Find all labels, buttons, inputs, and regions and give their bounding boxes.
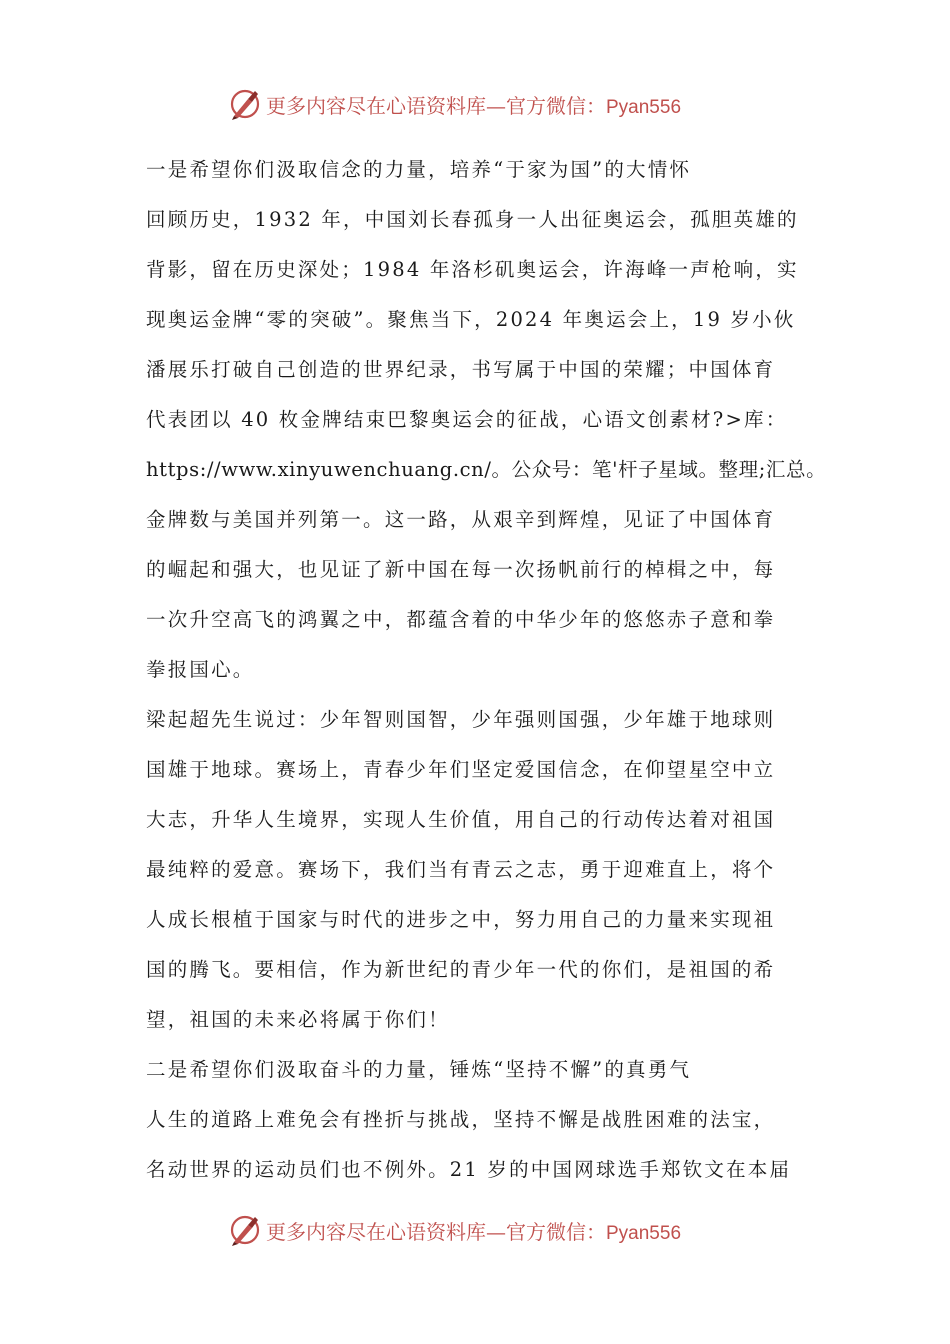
body-line: 一是希望你们汲取信念的力量，培养“于家为国”的大情怀 bbox=[146, 158, 692, 181]
body-line: 现奥运金牌“零的突破”。聚焦当下，2024 年奥运会上，19 岁小伙 bbox=[146, 308, 796, 331]
header-banner bbox=[228, 84, 728, 124]
body-line: 人生的道路上难免会有挫折与挑战，坚持不懈是战胜困难的法宝， bbox=[146, 1108, 776, 1131]
body-line: 潘展乐打破自己创造的世界纪录，书写属于中国的荣耀；中国体育 bbox=[146, 358, 776, 381]
header-brand: 更多内容尽在心语资料库 bbox=[266, 93, 486, 118]
footer-brand: 更多内容尽在心语资料库 bbox=[266, 1219, 486, 1244]
body-line: 代表团以 40 枚金牌结束巴黎奥运会的征战，心语文创素材?>库： bbox=[146, 408, 788, 431]
body-line: 背影，留在历史深处；1984 年洛杉矶奥运会，许海峰一声枪响，实 bbox=[146, 258, 799, 281]
header-contact-label: 官方微信： bbox=[506, 93, 606, 118]
footer-banner bbox=[228, 1210, 728, 1250]
body-line: 二是希望你们汲取奋斗的力量，锤炼“坚持不懈”的真勇气 bbox=[146, 1058, 692, 1081]
footer-text bbox=[266, 1216, 681, 1245]
header-separator: — bbox=[486, 93, 506, 118]
body-line: 的崛起和强大，也见证了新中国在每一次扬帆前行的棹楫之中，每 bbox=[146, 558, 776, 581]
body-line: 梁起超先生说过：少年智则国智，少年强则国强，少年雄于地球则 bbox=[146, 708, 776, 731]
pen-logo-icon bbox=[228, 1213, 262, 1247]
header-text bbox=[266, 90, 681, 119]
body-line: 回顾历史，1932 年，中国刘长春孤身一人出征奥运会，孤胆英雄的 bbox=[146, 208, 799, 231]
pen-logo-icon bbox=[228, 87, 262, 121]
body-line: 金牌数与美国并列第一。这一路，从艰辛到辉煌，见证了中国体育 bbox=[146, 508, 776, 531]
body-line: 人成长根植于国家与时代的进步之中，努力用自己的力量来实现祖 bbox=[146, 908, 776, 931]
document-body bbox=[146, 152, 826, 1202]
body-line: 拳报国心。 bbox=[146, 658, 255, 681]
body-line: 望，祖国的未来必将属于你们！ bbox=[146, 1008, 450, 1031]
body-line: 名动世界的运动员们也不例外。21 岁的中国网球选手郑钦文在本届 bbox=[146, 1158, 792, 1181]
body-line-url: https://www.xinyuwenchuang.cn/。公众号：笔'杆子星域。整理;汇总。 bbox=[146, 458, 827, 481]
body-line: 国雄于地球。赛场上，青春少年们坚定爱国信念，在仰望星空中立 bbox=[146, 758, 776, 781]
footer-contact-value: Pyan556 bbox=[606, 1222, 682, 1244]
body-line: 最纯粹的爱意。赛场下，我们当有青云之志，勇于迎难直上，将个 bbox=[146, 858, 776, 881]
footer-separator: — bbox=[486, 1219, 506, 1244]
footer-contact-label: 官方微信： bbox=[506, 1219, 606, 1244]
body-line: 国的腾飞。要相信，作为新世纪的青少年一代的你们，是祖国的希 bbox=[146, 958, 776, 981]
body-line: 一次升空高飞的鸿翼之中，都蕴含着的中华少年的悠悠赤子意和拳 bbox=[146, 608, 776, 631]
body-line: 大志，升华人生境界，实现人生价值，用自己的行动传达着对祖国 bbox=[146, 808, 776, 831]
header-contact-value: Pyan556 bbox=[606, 96, 682, 118]
